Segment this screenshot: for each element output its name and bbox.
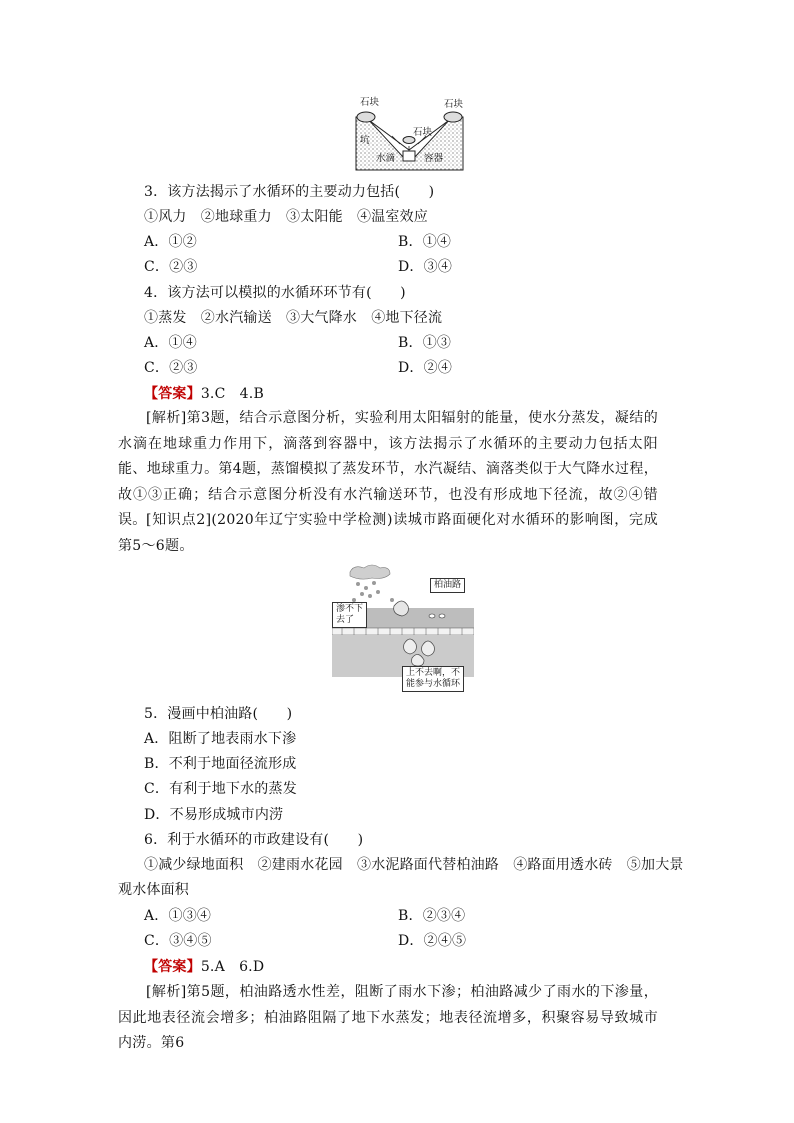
stone-label-center: 石块 (413, 127, 433, 138)
q6-option-c: C．③④⑤ (144, 933, 212, 949)
q4-stem: 4．该方法可以模拟的水循环环节有( ) (144, 285, 406, 301)
cannot-rise-label (402, 666, 464, 692)
asphalt-road-label: 柏油路 (430, 578, 465, 593)
q5-option-d: D．不易形成城市内涝 (144, 807, 284, 823)
q4-items: ①蒸发 ②水汽输送 ③大气降水 ④地下径流 (144, 310, 443, 326)
q3-option-b: B．①④ (398, 234, 452, 250)
q3-option-c: C．②③ (144, 259, 198, 275)
analysis-1: [解析]第3题，结合示意图分析，实验利用太阳辐射的能量，使水分蒸发，凝结的水滴在地球重力作用下，滴落到容器中，该方法揭示了水循环的主要动力包括太阳能、地球重力。第4题，蒸馏模拟了蒸发环节，水汽凝结、滴落类似于大气降水过程，故①③正确；结合示意图分析没有水汽输送环节，也没有形成地下径流，故②④错误。 (118, 410, 658, 528)
answer-tag: 【答案】 (144, 959, 201, 975)
knowledge-point-2: [知识点2](2020年辽宁实验中学检测)读城市路面硬化对水循环的影响图，完成第5～6题。 (118, 512, 658, 554)
cannot-seep-label (332, 602, 367, 628)
q4-option-a: A．①④ (144, 335, 197, 351)
answer-block-2 (144, 958, 264, 976)
container-label: 容器 (424, 153, 444, 164)
analysis-2: [解析]第5题，柏油路透水性差，阻断了雨水下渗；柏油路减少了雨水的下渗量，因此地表径流会增多；柏油路阻隔了地下水蒸发；地表径流增多，积聚容易导致城市内涝。第6 (118, 984, 658, 1051)
distillation-figure (352, 92, 467, 172)
water-drop-label: 水滴 (376, 153, 396, 164)
q3-stem: 3．该方法揭示了水循环的主要动力包括( ) (144, 184, 435, 200)
pit-label: 坑 (360, 135, 370, 146)
cannot-seep-label-line1: 渗不下 (336, 604, 364, 614)
cannot-rise-label-line2: 能参与水循环 (406, 679, 461, 689)
q5-stem: 5．漫画中柏油路( ) (144, 706, 293, 722)
q4-option-b: B．①③ (398, 335, 452, 351)
q4-option-d: D．②④ (398, 360, 453, 376)
asphalt-road-cartoon (332, 562, 474, 694)
q6-option-d: D．②④⑤ (398, 933, 467, 949)
answer-block-1 (144, 385, 264, 403)
q4-option-c: C．②③ (144, 360, 198, 376)
stone-label-right: 石块 (444, 99, 464, 110)
q5-option-b: B．不利于地面径流形成 (144, 756, 297, 772)
q3-items: ①风力 ②地球重力 ③太阳能 ④温室效应 (144, 209, 428, 225)
q3-option-d: D．③④ (398, 259, 453, 275)
q5-option-c: C．有利于地下水的蒸发 (144, 781, 297, 797)
q6-stem: 6．利于水循环的市政建设有( ) (144, 832, 364, 848)
cannot-seep-label-line2: 去了 (336, 615, 355, 625)
answer-tag: 【答案】 (144, 386, 201, 402)
answer-text: 5.A 6.D (200, 959, 265, 975)
stone-label-left: 石块 (360, 97, 380, 108)
q6-option-b: B．②③④ (398, 908, 466, 924)
q6-option-a: A．①③④ (144, 908, 212, 924)
q6-items-line2: 观水体面积 (118, 882, 189, 898)
q6-items-line1: ①减少绿地面积 ②建雨水花园 ③水泥路面代替柏油路 ④路面用透水砖 ⑤加大景 (144, 857, 684, 873)
cannot-rise-label-line1: 上不去啊，不 (406, 668, 461, 678)
q3-option-a: A．①② (144, 234, 197, 250)
answer-text: 3.C 4.B (200, 386, 264, 402)
q5-option-a: A．阻断了地表雨水下渗 (144, 731, 297, 747)
